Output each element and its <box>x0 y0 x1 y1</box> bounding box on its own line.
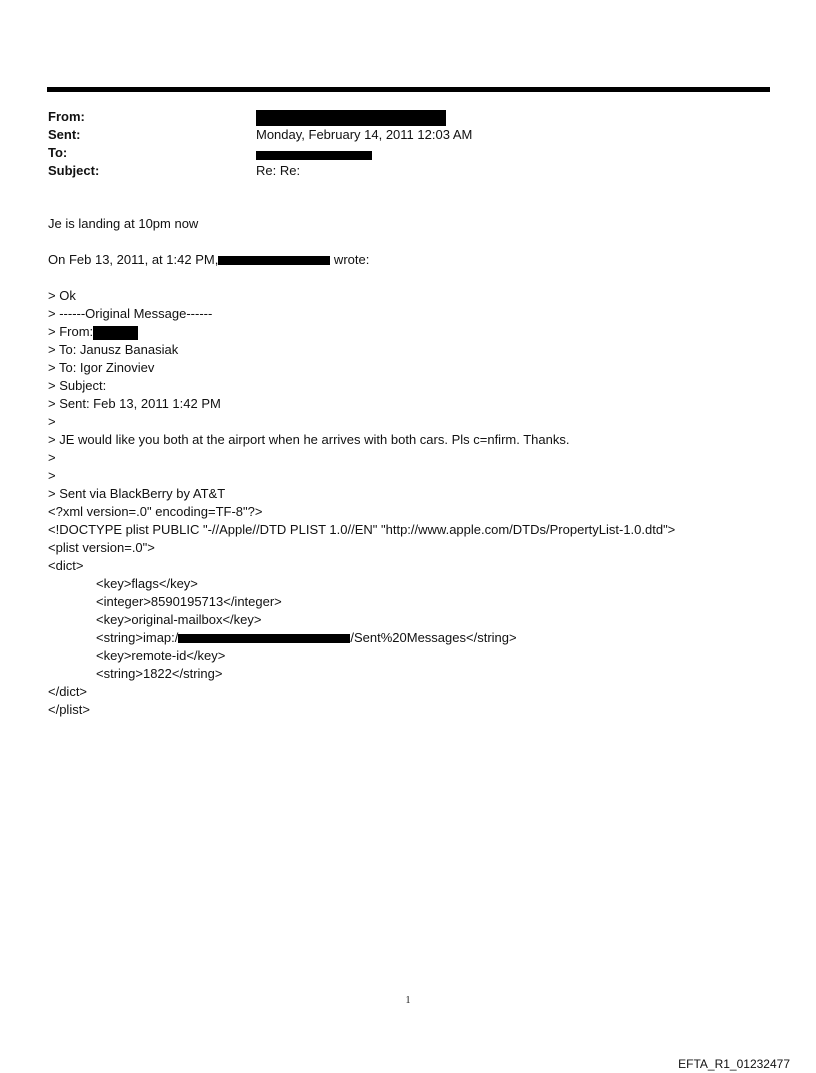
quoted-line: > Ok <box>48 288 76 303</box>
xml-line: <!DOCTYPE plist PUBLIC "-//Apple//DTD PLIST 1.0//EN" "http://www.apple.com/DTDs/PropertyList-1.0.dtd"> <box>48 522 676 537</box>
subject-label: Subject: <box>48 163 100 178</box>
quoted-line: > Sent via BlackBerry by AT&T <box>48 486 226 501</box>
from-value <box>256 108 446 126</box>
quoted-from-line <box>48 323 788 341</box>
redaction-block <box>256 110 446 126</box>
subject-row <box>48 162 748 180</box>
subject-value: Re: Re: <box>256 163 301 178</box>
xml-line: </dict> <box>48 684 88 699</box>
imap-suffix: /Sent%20Messages</string> <box>350 630 517 645</box>
to-row <box>48 144 748 162</box>
blank-line <box>48 269 788 287</box>
email-header <box>48 108 748 180</box>
to-value <box>256 144 372 162</box>
email-body <box>48 215 788 719</box>
xml-line: <key>original-mailbox</key> <box>96 612 262 627</box>
from-label: From: <box>48 109 85 124</box>
quoted-line: > Sent: Feb 13, 2011 1:42 PM <box>48 396 221 411</box>
quoted-from-label: > From: <box>48 324 94 339</box>
quoted-line: > Subject: <box>48 378 107 393</box>
imap-prefix: <string>imap:/ <box>96 630 179 645</box>
redaction-block <box>178 634 350 643</box>
sent-label: Sent: <box>48 127 81 142</box>
quoted-line: > <box>48 468 56 483</box>
redaction-block <box>218 256 330 265</box>
xml-line: <?xml version=.0" encoding=TF-8"?> <box>48 504 263 519</box>
xml-line: </plist> <box>48 702 90 717</box>
document-id: EFTA_R1_01232477 <box>678 1057 790 1071</box>
from-row <box>48 108 748 126</box>
xml-line: <plist version=.0"> <box>48 540 155 555</box>
quoted-line: > To: Janusz Banasiak <box>48 342 179 357</box>
sent-row <box>48 126 748 144</box>
sent-value: Monday, February 14, 2011 12:03 AM <box>256 127 473 142</box>
xml-line <box>48 629 788 647</box>
quoted-line: > <box>48 414 56 429</box>
xml-line: <key>flags</key> <box>96 576 198 591</box>
attribution-prefix: On Feb 13, 2011, at 1:42 PM, <box>48 252 219 267</box>
xml-line: <dict> <box>48 558 84 573</box>
page-number: 1 <box>405 995 411 1006</box>
xml-line: <integer>8590195713</integer> <box>96 594 282 609</box>
to-label: To: <box>48 145 68 160</box>
quoted-line: > JE would like you both at the airport when he arrives with both cars. Pls c=nfirm. Thanks. <box>48 432 570 447</box>
quoted-line: > ------Original Message------ <box>48 306 213 321</box>
quote-attribution <box>48 251 788 269</box>
xml-line: <key>remote-id</key> <box>96 648 226 663</box>
quoted-line: > To: Igor Zinoviev <box>48 360 155 375</box>
quoted-line: > <box>48 450 56 465</box>
redaction-block <box>256 151 372 160</box>
blank-line <box>48 233 788 251</box>
top-rule <box>47 87 770 92</box>
attribution-suffix: wrote: <box>330 252 370 267</box>
xml-line: <string>1822</string> <box>96 666 223 681</box>
body-line: Je is landing at 10pm now <box>48 216 199 231</box>
redaction-block <box>93 326 138 340</box>
